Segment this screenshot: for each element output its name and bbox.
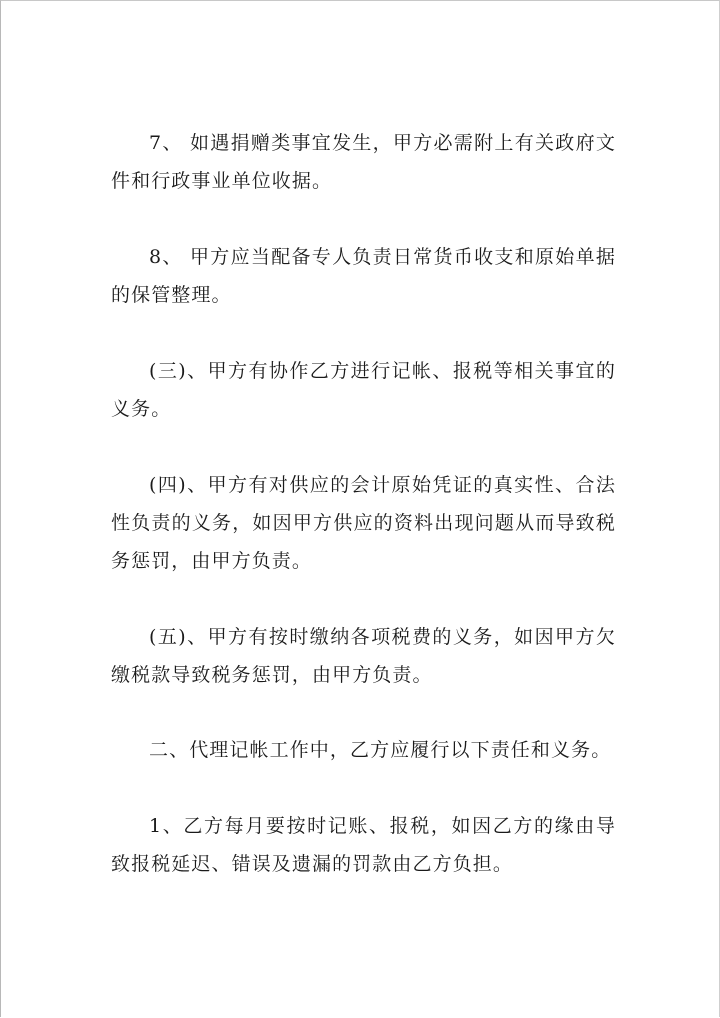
section-heading-party-b-duties: 二、代理记帐工作中，乙方应履行以下责任和义务。 [149, 739, 612, 761]
paragraph-donation-documents: 7、 如遇捐赠类事宜发生，甲方必需附上有关政府文件和行政事业单位收据。 [111, 132, 616, 192]
paragraph-voucher-authenticity: (四)、甲方有对供应的会计原始凭证的真实性、合法性负责的义务，如因甲方供应的资料出现问题从而导致税务惩罚，由甲方负责。 [111, 474, 616, 572]
paragraph-monthly-bookkeeping: 1、乙方每月要按时记账、报税，如因乙方的缘由导致报税延迟、错误及遗漏的罚款由乙方负担。 [111, 815, 616, 875]
paragraph-party-a-cooperation: (三)、甲方有协作乙方进行记帐、报税等相关事宜的义务。 [111, 360, 616, 420]
paragraph-tax-payment: (五)、甲方有按时缴纳各项税费的义务，如因甲方欠缴税款导致税务惩罚，由甲方负责。 [111, 626, 616, 686]
paragraph-cash-custody: 8、 甲方应当配备专人负责日常货币收支和原始单据的保管整理。 [111, 246, 616, 306]
